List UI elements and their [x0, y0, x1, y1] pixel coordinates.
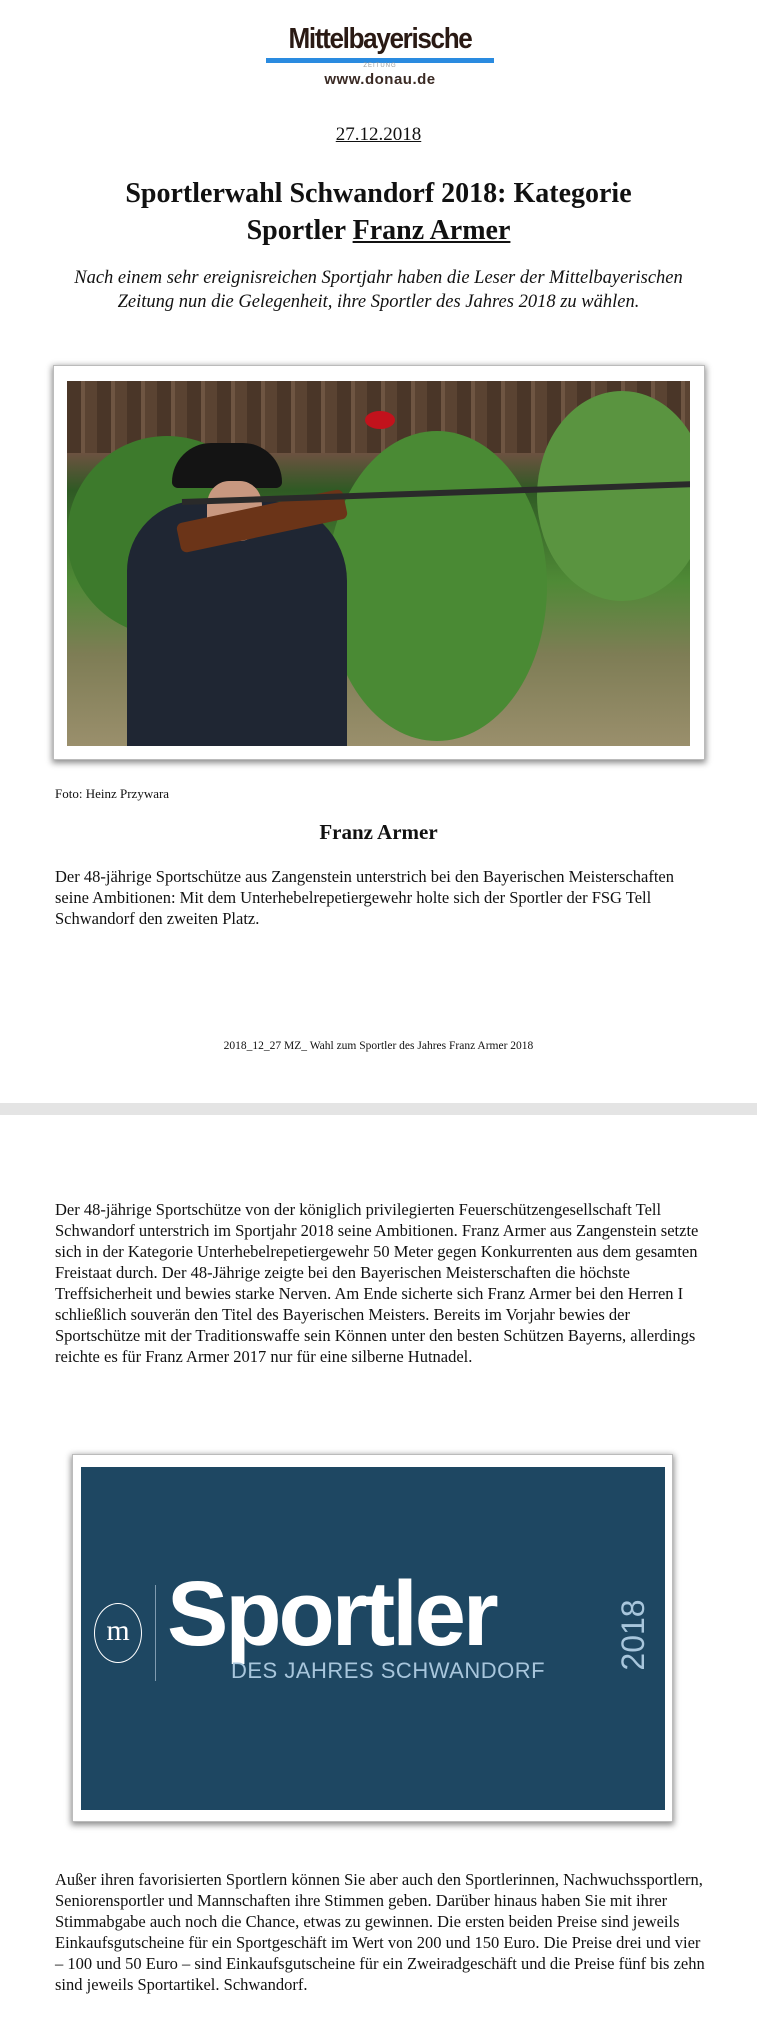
athlete-heading: Franz Armer [319, 820, 438, 844]
body-paragraph-1: Der 48-jährige Sportschütze von der königlich privilegierten Feuerschützengesellschaft Tell Schwandorf unterstrich im Sportjahr 2018 seine Ambitionen. Franz Armer aus Zangenstein setzte sich in der Kategorie Unterhebelrepetiergewehr 50 Meter gegen Konkurrenten aus dem gesamten Freistaat durch. Der 48-Jährige zeigte bei den Bayerischen Meisterschaften die höchste Treffsicherheit und bewies starke Nerven. Am Ende sicherte sich Franz Armer bei den Herren I schließlich souverän den Titel des Bayerischen Meisters. Bereits im Vorjahr bewies der Sportschütze mit der Traditionswaffe sein Können unter den besten Schützen Bayerns, allerdings reichte es für Franz Armer 2017 nur für eine silberne Hutnadel. [55, 1200, 699, 1366]
athlete-photo-frame [54, 366, 704, 759]
page-separator [0, 1103, 757, 1115]
date-text: 27.12.2018 [335, 124, 422, 145]
logo-url: www.donau.de [324, 71, 436, 88]
article-date [0, 124, 757, 146]
campaign-title: Sportler [167, 1563, 496, 1665]
photo-bush [327, 431, 547, 741]
photo-bush [537, 391, 690, 601]
logo-subline: ZEITUNG [363, 63, 397, 69]
photo-flowers [365, 411, 395, 429]
newspaper-logo [260, 22, 500, 102]
headline-part2: Sportler [246, 215, 346, 246]
campaign-year: 2018 [615, 1599, 651, 1671]
athlete-summary: Der 48-jährige Sportschütze aus Zangenstein unterstrich bei den Bayerischen Meisterschaften seine Ambitionen: Mit dem Unterhebelrepetiergewehr holte sich der Sportler der FSG Tell Schwandorf den zweiten Platz. [55, 867, 674, 928]
photo-credit: Foto: Heinz Przywara [55, 786, 170, 801]
article-headline [40, 175, 717, 249]
mz-m-icon: m [94, 1603, 142, 1663]
campaign-logo [81, 1467, 665, 1810]
athlete-photo [67, 381, 690, 746]
campaign-subtitle: DES JAHRES SCHWANDORF [231, 1658, 546, 1683]
campaign-logo-frame [73, 1455, 672, 1821]
headline-name-link[interactable]: Franz Armer [352, 215, 511, 246]
page-footer: 2018_12_27 MZ_ Wahl zum Sportler des Jahres Franz Armer 2018 [223, 1040, 534, 1052]
article-intro: Nach einem sehr ereignisreichen Sportjahr haben die Leser der Mittelbayerischen Zeitung nun die Gelegenheit, ihre Sportler des Jahres 2018 zu wählen. [74, 268, 683, 312]
headline-part1: Sportlerwahl Schwandorf 2018: Kategorie [125, 178, 632, 209]
logo-wordmark: Mittelbayerische [288, 23, 472, 55]
logo-divider [155, 1585, 156, 1681]
body-paragraph-2: Außer ihren favorisierten Sportlern können Sie aber auch den Sportlerinnen, Nachwuchssportlern, Seniorensportler und Mannschaften ihre Stimmen geben. Darüber hinaus haben Sie mit ihrer Stimmabgabe auch noch die Chance, etwas zu gewinnen. Die ersten beiden Preise sind jeweils Einkaufsgutscheine für ein Sportgeschäft im Wert von 200 und 150 Euro. Die Preise drei und vier – 100 und 50 Euro – sind Einkaufsgutscheine für ein Zweiradgeschäft und die Preise fünf bis zehn sind jeweils Sportartikel. Schwandorf. [55, 1870, 705, 1994]
